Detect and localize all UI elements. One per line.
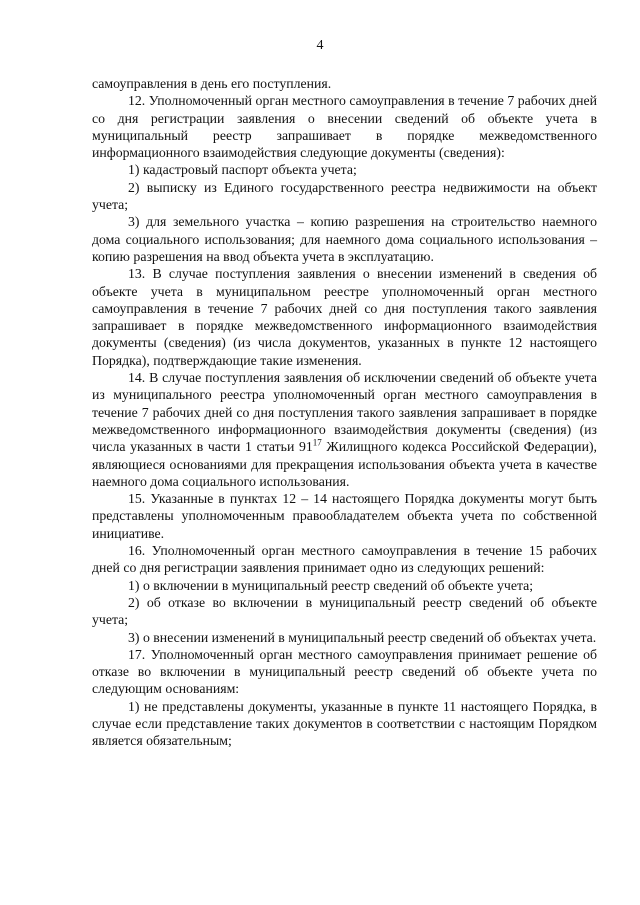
article-superscript: 17: [312, 437, 322, 448]
list-item-17-1: 1) не представлены документы, указанные в пункте 11 настоящего Порядка, в случае если представление таких документов в соответствии с настоящим Порядком является обязательным;: [92, 698, 597, 749]
document-body: [92, 75, 597, 750]
paragraph-item-17: 17. Уполномоченный орган местного самоуправления принимает решение об отказе во включении в муниципальный реестр сведений об объекте учета по следующим основаниям:: [92, 646, 597, 697]
paragraph-item-16: 16. Уполномоченный орган местного самоуправления в течение 15 рабочих дней со дня регистрации заявления принимает одно из следующих решений:: [92, 543, 597, 576]
page-number: 4: [316, 38, 324, 53]
list-item-16-1: 1) о включении в муниципальный реестр сведений об объекте учета;: [128, 577, 534, 593]
list-item-16-2: 2) об отказе во включении в муниципальный реестр сведений об объекте учета;: [92, 594, 597, 628]
paragraph-item-14-part-b: Жилищного кодекса Российской Федерации), являющиеся основаниями для прекращения использования объекта учета в качестве наемного дома социального использования.: [92, 439, 597, 489]
paragraph-item-15: 15. Указанные в пунктах 12 – 14 настоящего Порядка документы могут быть представлены уполномоченным правообладателем объекта учета по собственной инициативе.: [92, 491, 597, 541]
list-item-12-2: 2) выписку из Единого государственного реестра недвижимости на объект учета;: [92, 179, 597, 213]
paragraph-continuation: самоуправления в день его поступления.: [92, 76, 332, 91]
list-item-16-3: 3) о внесении изменений в муниципальный реестр сведений об объектах учета.: [128, 629, 597, 645]
paragraph-item-12: 12. Уполномоченный орган местного самоуправления в течение 7 рабочих дней со дня регистрации заявления о внесении сведений об объекте учета в муниципальный реестр запрашивает в порядке межведомственного информационного взаимодействия следующие документы (сведения):: [92, 93, 597, 161]
list-item-12-3: 3) для земельного участка – копию разрешения на строительство наемного дома социального использования; для наемного дома социального использования – копию разрешения на ввод объекта учета в эксплуатацию.: [92, 214, 597, 264]
paragraph-item-14: [92, 369, 597, 490]
list-item-12-1: 1) кадастровый паспорт объекта учета;: [128, 162, 357, 178]
paragraph-item-14-part-a: 14. В случае поступления заявления об исключении сведений об объекте учета из муниципального реестра уполномоченный орган местного самоуправления в течение 7 рабочих дней со дня поступления такого заявления запрашивает в порядке межведомственного информационного взаимодействия документы (сведения) (из числа указанных в части 1 статьи 91: [92, 370, 597, 455]
paragraph-item-13: 13. В случае поступления заявления о внесении изменений в сведения об объекте учета в муниципальном реестре уполномоченный орган местного самоуправления в течение 7 рабочих дней со дня поступления такого заявления запрашивает в порядке межведомственного информационного взаимодействия документы (сведения) (из числа документов, указанных в пункте 12 настоящего Порядка), подтверждающие такие изменения.: [92, 266, 597, 368]
